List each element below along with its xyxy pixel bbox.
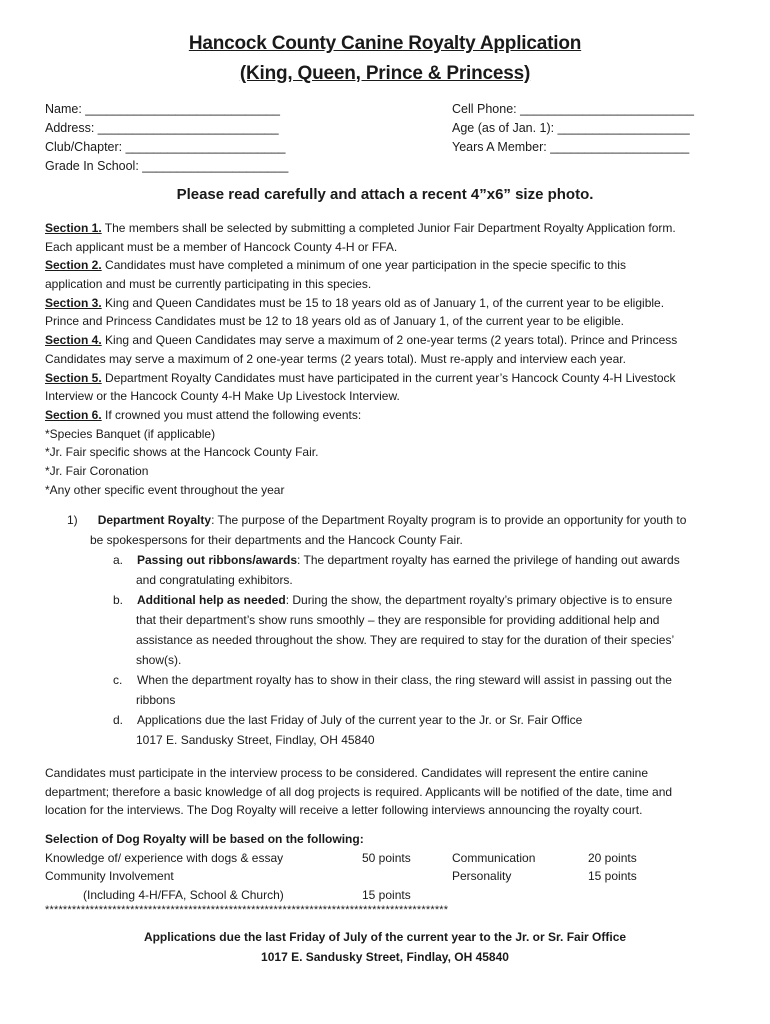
sub-item-cont: show(s). [136, 653, 182, 667]
section-line: *Jr. Fair Coronation [45, 463, 149, 478]
page-title: Hancock County Canine Royalty Application [188, 33, 582, 54]
section-line: Section 2. Candidates must have completed a minimum of one year participation in the specie specific to this [45, 258, 626, 273]
section-line: Candidates may serve a maximum of 2 one-year terms (2 years total). Must re-apply and interview each year. [45, 351, 626, 366]
criteria-row: Knowledge of/ experience with dogs & essay 50 points Communication 20 points [45, 850, 637, 865]
section-line: *Species Banquet (if applicable) [45, 426, 216, 441]
criteria-row: (Including 4-H/FFA, School & Church) 15 points [83, 888, 411, 903]
selection-criteria [45, 830, 735, 905]
section-line: Section 3. King and Queen Candidates must be 15 to 18 years old as of January 1, of the current year to be eligible. [45, 295, 665, 310]
section-line: Section 6. If crowned you must attend the following events: [45, 407, 362, 422]
section-line: Interview or the Hancock County 4-H Make Up Livestock Interview. [45, 389, 400, 404]
selection-heading: Selection of Dog Royalty will be based on the following: [45, 832, 364, 846]
sections-list [45, 219, 735, 499]
list-item-cont: be spokespersons for their departments and the Hancock County Fair. [90, 533, 463, 547]
section-line: *Any other specific event throughout the year [45, 482, 285, 497]
address-field[interactable]: Address: __________________________ [45, 121, 279, 135]
name-field[interactable]: Name: ____________________________ [45, 102, 280, 116]
section-line: *Jr. Fair specific shows at the Hancock County Fair. [45, 445, 319, 460]
sub-item-b: b. Additional help as needed: During the show, the department royalty’s primary objective is to ensure [113, 593, 673, 607]
footer-deadline: Applications due the last Friday of July of the current year to the Jr. or Sr. Fair Office [143, 930, 627, 944]
club-chapter-field[interactable]: Club/Chapter: _______________________ [45, 140, 286, 154]
sub-item-cont: and congratulating exhibitors. [136, 573, 293, 587]
section-line: Section 1. The members shall be selected by submitting a completed Junior Fair Department Royalty Application form. [45, 221, 676, 235]
grade-in-school-field[interactable]: Grade In School: _____________________ [45, 159, 289, 173]
section-line: application and must be currently participating in this species. [45, 277, 372, 292]
sub-item-cont: 1017 E. Sandusky Street, Findlay, OH 45840 [136, 733, 375, 747]
photo-instruction: Please read carefully and attach a recent 4”x6” size photo. [176, 186, 594, 203]
criteria-row: Community Involvement Personality 15 points [45, 869, 637, 884]
section-line: Each applicant must be a member of Hancock County 4-H or FFA. [45, 239, 398, 254]
sub-item-cont: ribbons [136, 693, 176, 707]
sub-item-a: a. Passing out ribbons/awards: The department royalty has earned the privilege of handing out awards [113, 553, 680, 567]
section-line: Prince and Princess Candidates must be 12 to 18 years old as of January 1, of the current year to be eligible. [45, 314, 624, 329]
interview-paragraph: Candidates must participate in the interview process to be considered. Candidates will represent the entire canine department; therefore a basic knowledge of all dog projects is required. Applicants will be notified of the date, time and location for the interviews. The Dog Royalty will receive a letter following interviews announcing the royalty court. [45, 766, 673, 818]
sub-item-cont: assistance as needed throughout the show. They are required to stay for the duration of their species’ [136, 633, 675, 647]
department-royalty-list [45, 510, 735, 750]
page-subtitle: (King, Queen, Prince & Princess) [239, 63, 531, 84]
sub-item-d: d. Applications due the last Friday of July of the current year to the Jr. or Sr. Fair Office [113, 713, 583, 727]
footer-address: 1017 E. Sandusky Street, Findlay, OH 45840 [261, 950, 509, 964]
divider-stars: ****************************************************************************************** [45, 904, 449, 916]
years-member-field[interactable]: Years A Member: ____________________ [452, 140, 690, 154]
cell-phone-field[interactable]: Cell Phone: _________________________ [452, 102, 694, 116]
sub-item-c: c. When the department royalty has to show in their class, the ring steward will assist in passing out the [113, 673, 672, 687]
list-item: 1) Department Royalty: The purpose of the Department Royalty program is to provide an opportunity for youth to [67, 513, 687, 527]
section-line: Section 4. King and Queen Candidates may serve a maximum of 2 one-year terms (2 years total). Prince and Princess [45, 333, 678, 348]
age-field[interactable]: Age (as of Jan. 1): ___________________ [452, 121, 690, 135]
section-line: Section 5. Department Royalty Candidates must have participated in the current year’s Hancock County 4-H Livestock [45, 370, 676, 385]
sub-item-cont: that their department’s show runs smoothly – they are responsible for providing additional help and [136, 613, 660, 627]
